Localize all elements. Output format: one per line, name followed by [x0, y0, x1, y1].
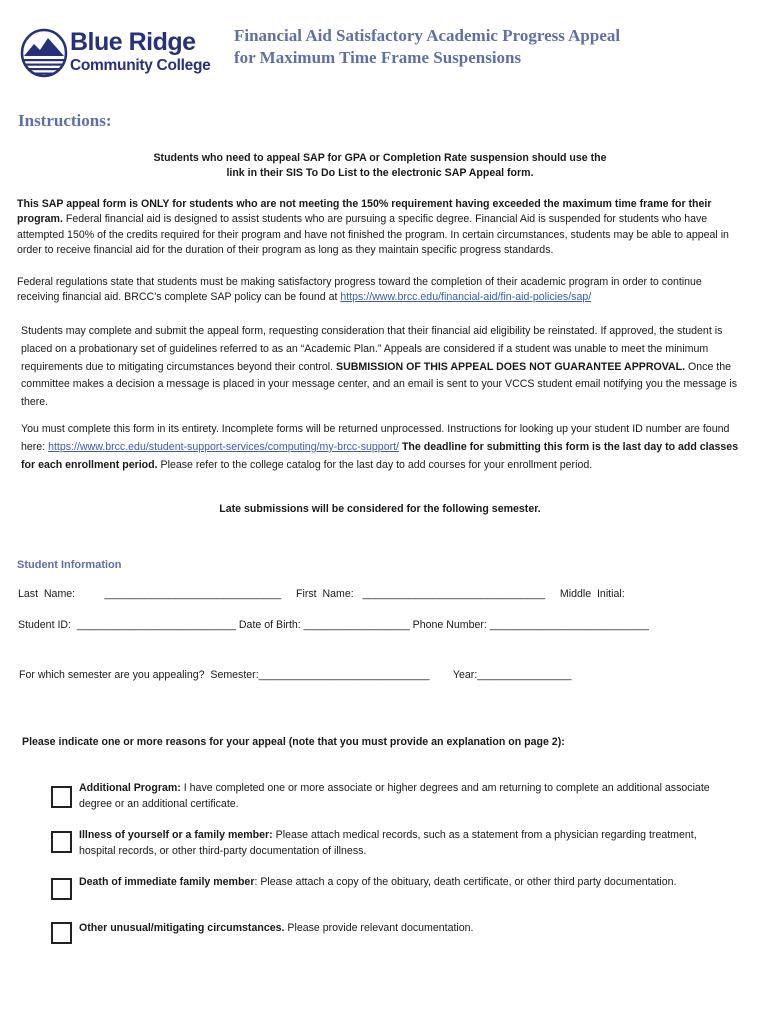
deadline-rest: Please refer to the college catalog for the last day to add courses for your enrollment period.: [157, 458, 593, 471]
reason-text: I have completed one or more associate or higher degrees and am returning to complete an additional associate degree or an additional certificate.: [79, 782, 710, 810]
title-line2: for Maximum Time Frame Suspensions: [234, 48, 522, 67]
id-dob-phone-row[interactable]: Student ID: ___________________________ Date of Birth: __________________ Phone Number: ___________________________: [18, 619, 649, 631]
logo-line2: Community College: [70, 57, 211, 74]
paragraph-regulations: [17, 275, 745, 306]
notice-line2: link in their SIS To Do List to the electronic SAP Appeal form.: [226, 167, 534, 180]
instructions-heading: Instructions:: [18, 111, 112, 130]
logo-line1: Blue Ridge: [70, 28, 196, 56]
reasons-prompt: Please indicate one or more reasons for your appeal (note that you must provide an explanation on page 2):: [22, 736, 565, 748]
deadline-text: You must complete this form in its entirety. Incomplete forms will be returned unprocessed. Instructions for looking up your student ID number are found here:: [21, 423, 730, 453]
reason-illness: [79, 828, 719, 859]
submission-rest: Once the committee makes a decision a message is placed in your message center, and an email is sent to your VCCS student email notifying you the message is there.: [21, 360, 738, 409]
sap-policy-link[interactable]: https://www.brcc.edu/financial-aid/fin-aid-policies/sap/: [340, 291, 592, 304]
college-logo: [20, 26, 211, 82]
student-id-link[interactable]: https://www.brcc.edu/student-support-services/computing/my-brcc-support/: [48, 440, 400, 453]
submission-text: Students may complete and submit the appeal form, requesting consideration that their financial aid eligibility be reinstated. If approved, the student is placed on a probationary set of guidelines referred to as an “Academic Plan.” Appeals are considered if a student was unable to meet the minimum requirements due to mitigating circumstances beyond their control.: [21, 325, 723, 373]
notice-line1: Students who need to appeal SAP for GPA or Completion Rate suspension should use the: [153, 152, 607, 164]
eligibility-bold: This SAP appeal form is ONLY for students who are not meeting the 150% requirement having exceeded the maximum time frame for their program.: [17, 198, 712, 226]
semester-year-row[interactable]: For which semester are you appealing? Semester:_____________________________ Year:________________: [19, 669, 572, 681]
reason-additional-program: [79, 781, 739, 812]
reason-text: Please provide relevant documentation.: [284, 922, 474, 934]
reason-other: [79, 921, 719, 937]
other-circumstances-checkbox[interactable]: [51, 922, 72, 944]
title-line1: Financial Aid Satisfactory Academic Progress Appeal: [234, 26, 621, 45]
no-guarantee-bold: SUBMISSION OF THIS APPEAL DOES NOT GUARANTEE APPROVAL.: [336, 360, 686, 373]
paragraph-deadline: [21, 421, 741, 474]
electronic-form-notice: [60, 151, 700, 182]
name-fields-row[interactable]: Last Name: ______________________________ First Name: _______________________________ Middle Initial:: [18, 588, 625, 600]
reason-death-family: [79, 875, 679, 891]
mountain-logo-icon: [20, 28, 68, 78]
eligibility-text: Federal financial aid is designed to assist students who are pursuing a specific degree. Financial Aid is suspended for students who have attempted 150% of the credits required for their program and have not finished the program. In certain circumstances, students may be able to appeal in order to receive financial aid for the duration of their program as long as they maintain specific progress standards.: [17, 213, 729, 257]
student-info-heading: Student Information: [17, 559, 122, 571]
reason-label: Illness of yourself or a family member:: [79, 829, 273, 841]
additional-program-checkbox[interactable]: [51, 786, 72, 808]
paragraph-eligibility: [17, 197, 745, 259]
late-submission-note: Late submissions will be considered for the following semester.: [219, 503, 541, 515]
death-family-checkbox[interactable]: [51, 878, 72, 900]
reason-label: Other unusual/mitigating circumstances.: [79, 922, 285, 934]
reason-text: : Please attach a copy of the obituary, death certificate, or other third party documentation.: [254, 876, 677, 888]
reason-label: Additional Program:: [79, 782, 181, 794]
regulations-text: Federal regulations state that students must be making satisfactory progress toward the completion of their academic program in order to continue receiving financial aid. BRCC's complete SAP policy can be found at: [17, 276, 702, 304]
illness-checkbox[interactable]: [51, 831, 72, 853]
reason-label: Death of immediate family member: [79, 876, 255, 888]
deadline-bold: The deadline for submitting this form is the last day to add classes for each enrollment period.: [21, 440, 739, 471]
form-title: [234, 25, 620, 69]
reason-text: Please attach medical records, such as a statement from a physician regarding treatment, hospital records, or other third-party documentation of illness.: [79, 829, 697, 857]
paragraph-submission: [21, 323, 746, 412]
